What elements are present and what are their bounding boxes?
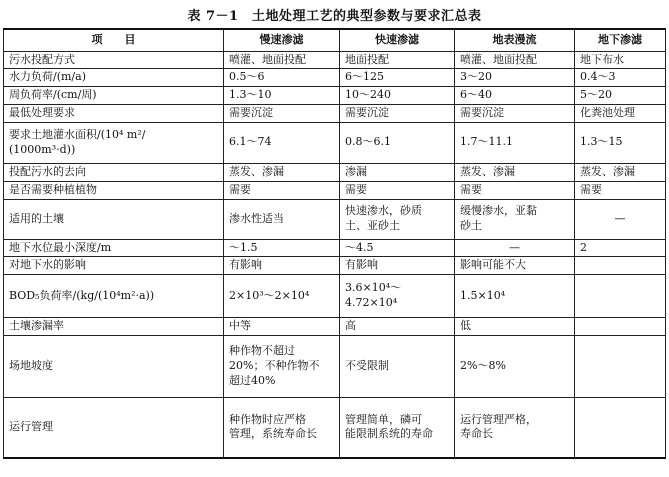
table-title: 表 7－1 土地处理工艺的典型参数与要求汇总表 — [187, 9, 482, 24]
header-rapid-infiltration: 快速渗滤 — [340, 29, 455, 51]
table-row — [4, 105, 666, 123]
table-cell: 1.3～15 — [575, 122, 666, 163]
row-label: 周负荷率/(cm/周) — [4, 87, 224, 105]
table-row — [4, 257, 666, 275]
table-cell: 6.1～74 — [224, 122, 340, 163]
row-label: 适用的土壤 — [4, 199, 224, 239]
table-row — [4, 51, 666, 69]
table-cell: 需要 — [340, 181, 455, 199]
table-cell: 需要 — [575, 181, 666, 199]
row-label: 是否需要种植植物 — [4, 181, 224, 199]
table-row — [4, 275, 666, 318]
header-item: 项 目 — [4, 29, 224, 51]
table-body — [4, 51, 666, 458]
parameters-table — [3, 28, 666, 459]
table-cell: 6～40 — [455, 87, 575, 105]
table-cell: 喷灌、地面投配 — [224, 51, 340, 69]
table-cell: 低 — [455, 318, 575, 336]
header-subsurface-infiltration: 地下渗滤 — [575, 29, 666, 51]
row-label: BOD₅负荷率/(kg/(10⁴m²·a)) — [4, 275, 224, 318]
table-cell — [575, 318, 666, 336]
row-label: 运行管理 — [4, 398, 224, 458]
table-cell: 2×10³～2×10⁴ — [224, 275, 340, 318]
table-cell: 0.4～3 — [575, 69, 666, 87]
table-cell: 渗水性适当 — [224, 199, 340, 239]
table-cell: 渗漏 — [340, 163, 455, 181]
table-cell: 地下布水 — [575, 51, 666, 69]
row-label: 最低处理要求 — [4, 105, 224, 123]
table-cell: 10～240 — [340, 87, 455, 105]
row-label: 地下水位最小深度/m — [4, 239, 224, 257]
row-label: 场地坡度 — [4, 336, 224, 398]
table-cell: 蒸发、渗漏 — [575, 163, 666, 181]
row-label: 要求土地灌水面积/(10⁴ m²/ (1000m³·d)) — [4, 122, 224, 163]
table-row — [4, 336, 666, 398]
table-cell: — — [575, 199, 666, 239]
table-cell: 需要沉淀 — [224, 105, 340, 123]
table-cell: ～1.5 — [224, 239, 340, 257]
table-cell: 需要沉淀 — [340, 105, 455, 123]
table-cell: 中等 — [224, 318, 340, 336]
table-cell: 化粪池处理 — [575, 105, 666, 123]
table-cell: 需要 — [455, 181, 575, 199]
row-label: 土壤渗漏率 — [4, 318, 224, 336]
table-row — [4, 181, 666, 199]
table-row — [4, 122, 666, 163]
table-cell: 3～20 — [455, 69, 575, 87]
table-cell: — — [455, 239, 575, 257]
table-cell: ～4.5 — [340, 239, 455, 257]
table-cell: 不受限制 — [340, 336, 455, 398]
table-row — [4, 163, 666, 181]
table-cell: 2 — [575, 239, 666, 257]
row-label: 污水投配方式 — [4, 51, 224, 69]
table-cell: 0.5～6 — [224, 69, 340, 87]
table-cell: 蒸发、渗漏 — [455, 163, 575, 181]
table-cell: 1.7～11.1 — [455, 122, 575, 163]
table-cell: 0.8～6.1 — [340, 122, 455, 163]
table-row — [4, 398, 666, 458]
table-cell: 需要沉淀 — [455, 105, 575, 123]
table-row — [4, 199, 666, 239]
table-cell: 地面投配 — [340, 51, 455, 69]
table-cell: 1.3～10 — [224, 87, 340, 105]
table-cell: 有影响 — [224, 257, 340, 275]
table-cell: 快速渗水，砂质 土、亚砂土 — [340, 199, 455, 239]
table-cell — [575, 398, 666, 458]
table-row — [4, 69, 666, 87]
table-cell: 种作物时应严格 管理，系统寿命长 — [224, 398, 340, 458]
table-cell: 管理简单，磷可 能限制系统的寿命 — [340, 398, 455, 458]
table-cell: 有影响 — [340, 257, 455, 275]
table-cell: 6～125 — [340, 69, 455, 87]
table-cell — [575, 275, 666, 318]
table-cell: 3.6×10⁴～ 4.72×10⁴ — [340, 275, 455, 318]
table-cell: 1.5×10⁴ — [455, 275, 575, 318]
header-overland-flow: 地表漫流 — [455, 29, 575, 51]
table-row — [4, 239, 666, 257]
table-cell: 需要 — [224, 181, 340, 199]
table-cell: 喷灌、地面投配 — [455, 51, 575, 69]
header-slow-rate: 慢速渗滤 — [224, 29, 340, 51]
table-cell — [575, 336, 666, 398]
table-cell: 种作物不超过 20%；不种作物不 超过40% — [224, 336, 340, 398]
table-cell: 5～20 — [575, 87, 666, 105]
row-label: 水力负荷/(m/a) — [4, 69, 224, 87]
table-cell: 缓慢渗水，亚黏 砂土 — [455, 199, 575, 239]
table-row — [4, 318, 666, 336]
table-cell: 蒸发、渗漏 — [224, 163, 340, 181]
row-label: 对地下水的影响 — [4, 257, 224, 275]
table-cell: 2%～8% — [455, 336, 575, 398]
row-label: 投配污水的去向 — [4, 163, 224, 181]
table-cell: 高 — [340, 318, 455, 336]
table-row — [4, 87, 666, 105]
table-cell: 运行管理严格， 寿命长 — [455, 398, 575, 458]
table-cell: 影响可能不大 — [455, 257, 575, 275]
table-header-row — [4, 29, 666, 51]
table-cell — [575, 257, 666, 275]
